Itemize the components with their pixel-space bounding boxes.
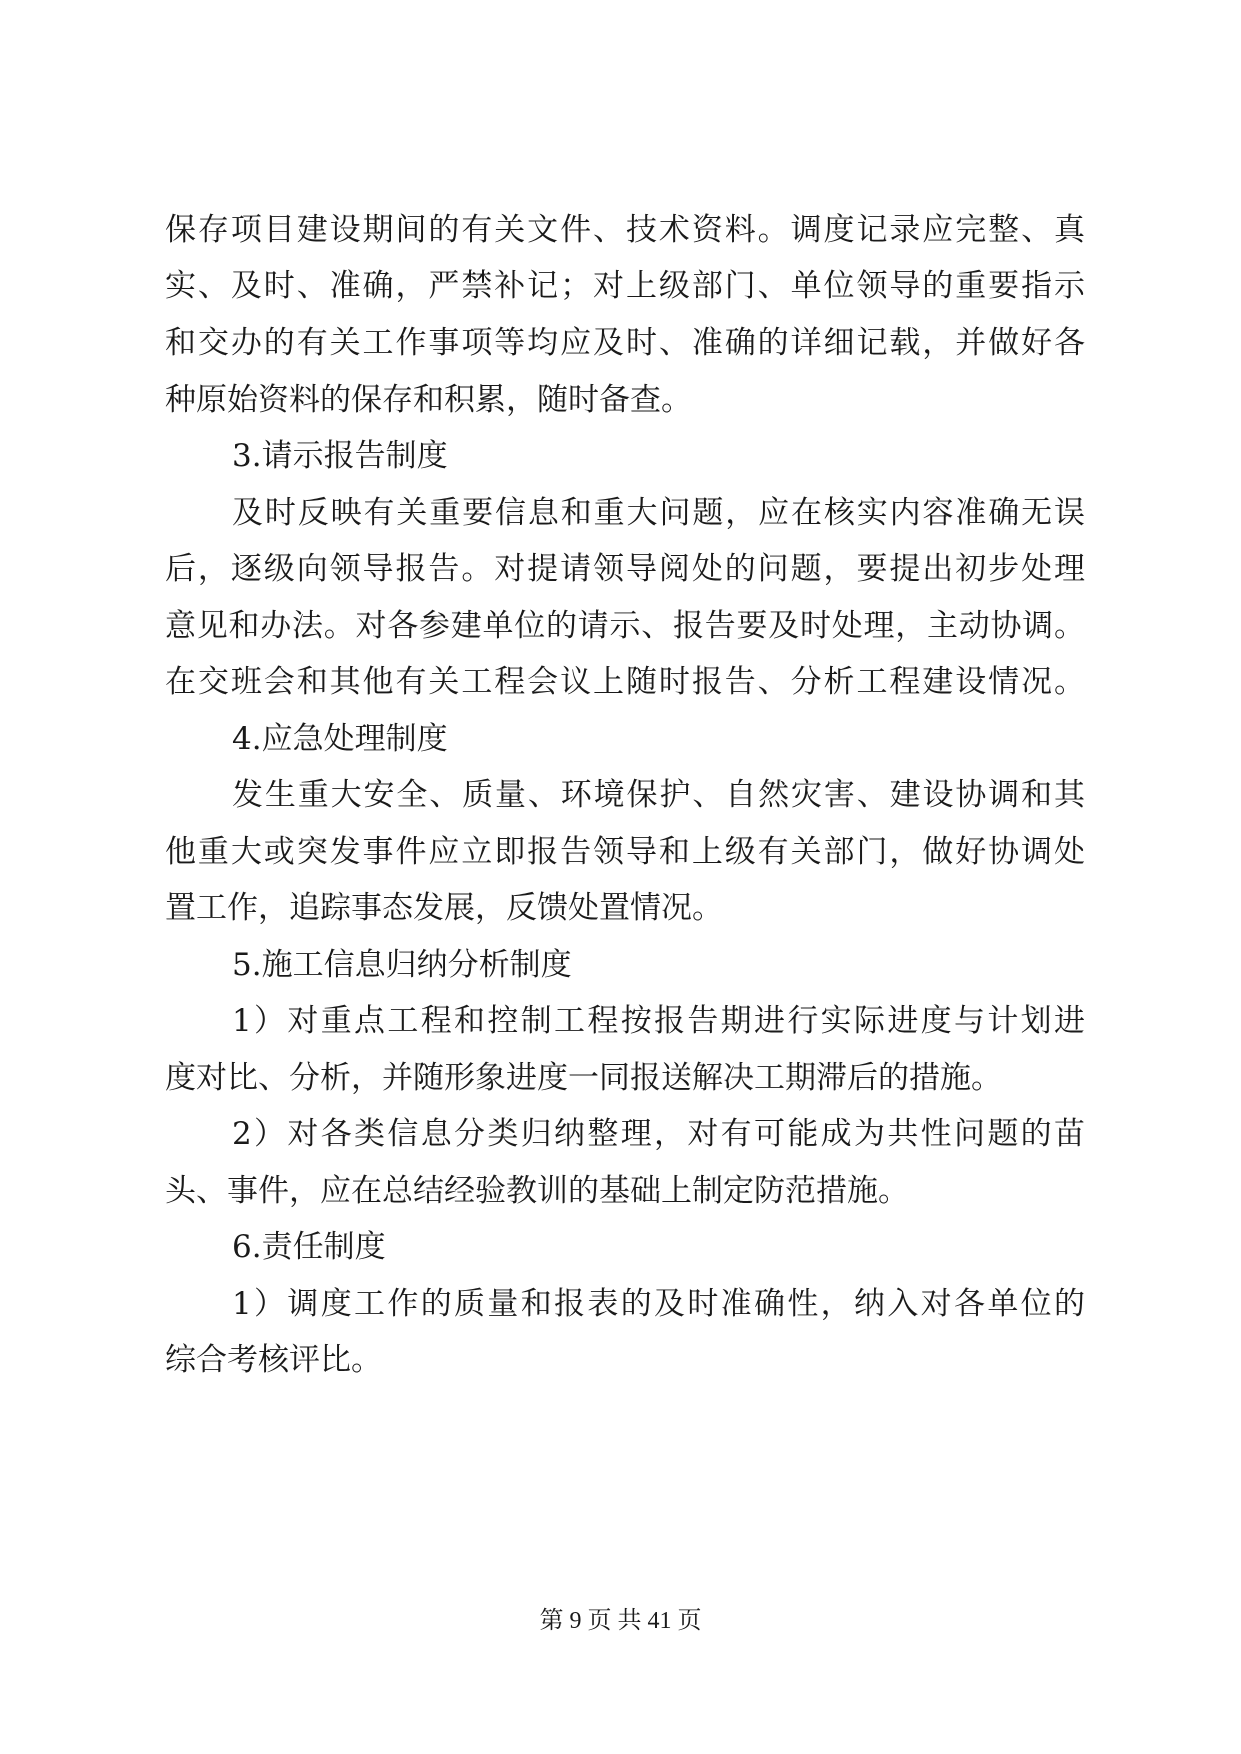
paragraph-line: 种原始资料的保存和积累，随时备查。: [165, 382, 692, 418]
paragraph-line: 置工作，追踪事态发展，反馈处置情况。: [165, 890, 723, 926]
paragraph-line: 保存项目建设期间的有关文件、技术资料。调度记录应完整、真: [165, 212, 1085, 248]
paragraph-line: 发生重大安全、质量、环境保护、自然灾害、建设协调和其: [232, 777, 1085, 813]
paragraph-line: 1）对重点工程和控制工程按报告期进行实际进度与计划进: [232, 1003, 1085, 1039]
section-heading: 3.请示报告制度: [232, 438, 448, 474]
paragraph-line: 度对比、分析，并随形象进度一同报送解决工期滞后的措施。: [165, 1060, 1002, 1096]
paragraph-line: 及时反映有关重要信息和重大问题，应在核实内容准确无误: [232, 495, 1085, 531]
paragraph-line: 实、及时、准确，严禁补记；对上级部门、单位领导的重要指示: [165, 268, 1085, 304]
paragraph-line: 综合考核评比。: [165, 1342, 382, 1378]
paragraph-line: 和交办的有关工作事项等均应及时、准确的详细记载，并做好各: [165, 325, 1085, 361]
paragraph-line: 意见和办法。对各参建单位的请示、报告要及时处理，主动协调。: [165, 608, 1085, 644]
paragraph-line: 他重大或突发事件应立即报告领导和上级有关部门，做好协调处: [165, 834, 1085, 870]
page-number-footer: 第 9 页 共 41 页: [539, 1608, 702, 1634]
paragraph-line: 2）对各类信息分类归纳整理，对有可能成为共性问题的苗: [232, 1116, 1085, 1152]
section-heading: 6.责任制度: [232, 1229, 386, 1265]
paragraph-line: 头、事件，应在总结经验教训的基础上制定防范措施。: [165, 1173, 909, 1209]
section-heading: 5.施工信息归纳分析制度: [232, 947, 572, 983]
paragraph-line: 在交班会和其他有关工程会议上随时报告、分析工程建设情况。: [165, 664, 1085, 700]
paragraph-line: 1）调度工作的质量和报表的及时准确性，纳入对各单位的: [232, 1286, 1085, 1322]
section-heading: 4.应急处理制度: [232, 721, 448, 757]
paragraph-line: 后，逐级向领导报告。对提请领导阅处的问题，要提出初步处理: [165, 551, 1085, 587]
